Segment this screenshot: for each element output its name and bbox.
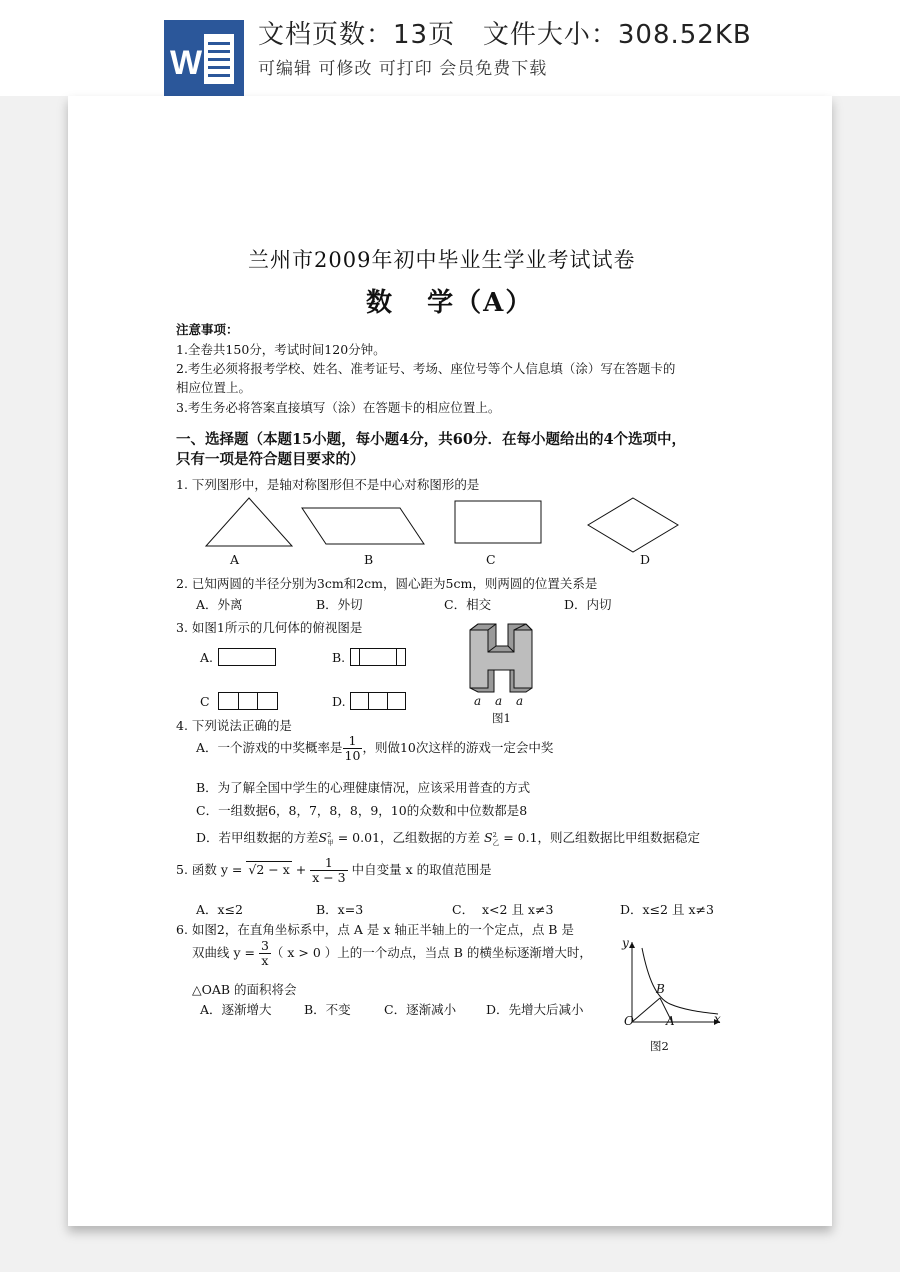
question-1: 1. 下列图形中，是轴对称图形但不是中心对称图形的是 xyxy=(176,477,480,492)
q1-label-c: C xyxy=(486,552,496,567)
q6-option-b: B．不变 xyxy=(304,1002,351,1017)
q2-option-b: B．外切 xyxy=(316,597,363,612)
notes-heading: 注意事项： xyxy=(176,322,239,337)
q6-option-d: D．先增大后减小 xyxy=(486,1002,584,1017)
q2-option-c: C．相交 xyxy=(444,597,492,612)
document-stats: 文档页数：13页 文件大小：308.52KB xyxy=(258,20,752,50)
question-4: 4. 下列说法正确的是 xyxy=(176,718,292,733)
q3-label-d: D. xyxy=(332,694,346,709)
q5-option-b: B．x=3 xyxy=(316,902,364,917)
q4-option-d: D．若甲组数据的方差S 2 甲 = 0.01，乙组数据的方差 S 2 乙 = 0.1，则乙组数据比甲组数据稳定 xyxy=(196,830,701,847)
q5-option-a: A．x≤2 xyxy=(196,902,244,917)
q6-option-a: A．逐渐增大 xyxy=(200,1002,272,1017)
q3-label-c: C xyxy=(200,694,210,709)
figure-2-x-label: x xyxy=(714,1012,721,1026)
question-3: 3. 如图1所示的几何体的俯视图是 xyxy=(176,620,363,635)
q1-label-a: A xyxy=(230,552,240,567)
triangle-figure xyxy=(204,496,294,548)
rectangle-figure xyxy=(454,500,544,546)
figure-2-point-b-label: B xyxy=(656,982,665,996)
figure-1-caption: 图1 xyxy=(492,711,511,725)
document-page xyxy=(68,96,832,1226)
note-3: 3.考生务必将答案直接填写（涂）在答题卡的相应位置上。 xyxy=(176,400,501,415)
topview-option-a xyxy=(218,648,276,666)
topview-option-c xyxy=(218,692,278,710)
exam-title: 兰州市2009年初中毕业生学业考试试卷 xyxy=(248,248,636,272)
q4-option-b: B．为了解全国中学生的心理健康情况，应该采用普查的方式 xyxy=(196,780,531,795)
question-6-line-3: △OAB 的面积将会 xyxy=(192,982,297,997)
topview-option-d xyxy=(350,692,406,710)
note-2-cont: 相应位置上。 xyxy=(176,380,252,395)
figure-1-dim-a2: a xyxy=(495,694,503,708)
figure-1-h-solid xyxy=(466,622,538,696)
figure-2-point-a-label: A xyxy=(666,1014,675,1028)
rhombus-figure xyxy=(586,496,680,554)
q1-label-d: D xyxy=(640,552,651,567)
fraction-3-over-x: $\frac{3}{x}$ xyxy=(260,938,269,968)
q2-option-d: D．内切 xyxy=(564,597,612,612)
figure-2-caption: 图2 xyxy=(650,1039,669,1053)
q5-option-c: C． x<2 且 x≠3 xyxy=(452,902,554,917)
q4-option-c: C．一组数据6，8，7，8，8，9，10的众数和中位数都是8 xyxy=(196,803,528,818)
question-5: 5. 函数 y = √2 − x + $\frac{1}{x - 3}$ 中自变量 x 的取值范围是 xyxy=(176,855,492,885)
note-1: 1.全卷共150分，考试时间120分钟。 xyxy=(176,342,386,357)
section-1-heading: 一、选择题（本题15小题，每小题4分，共60分．在每小题给出的4个选项中， xyxy=(176,431,687,448)
fraction-1-over-x-3: $\frac{1}{x - 3}$ xyxy=(312,855,346,885)
figure-2-origin-label: O xyxy=(624,1014,634,1028)
q1-label-b: B xyxy=(364,552,374,567)
q4-option-a: A．一个游戏的中奖概率是 $\frac{1}{10}$ ，则做10次这样的游戏一定会中奖 xyxy=(196,733,554,763)
document-features: 可编辑 可修改 可打印 会员免费下载 xyxy=(258,59,548,79)
q2-option-a: A．外离 xyxy=(196,597,243,612)
file-info-header xyxy=(0,0,900,96)
note-2: 2.考生必须将报考学校、姓名、准考证号、考场、座位号等个人信息填（涂）写在答题卡的 xyxy=(176,361,676,376)
word-document-icon xyxy=(164,20,244,96)
q3-label-b: B. xyxy=(332,650,346,665)
fraction-1-10: $\frac{1}{10}$ xyxy=(344,733,361,763)
figure-1-dim-a3: a xyxy=(516,694,524,708)
question-2: 2. 已知两圆的半径分别为3cm和2cm，圆心距为5cm，则两圆的位置关系是 xyxy=(176,576,598,591)
figure-1-dim-a1: a xyxy=(474,694,482,708)
section-1-heading-cont: 只有一项是符合题目要求的） xyxy=(176,451,365,468)
q3-label-a: A. xyxy=(200,650,214,665)
word-icon-letter: W xyxy=(170,44,203,82)
exam-subject: 数 学（A） xyxy=(366,288,534,318)
question-6-line-2: 双曲线 y = $\frac{3}{x}$ （ x > 0 ）上的一个动点，当点 B 的横坐标逐渐增大时， xyxy=(192,938,592,968)
question-6: 6. 如图2，在直角坐标系中，点 A 是 x 轴正半轴上的一个定点，点 B 是 xyxy=(176,922,574,937)
q6-option-c: C．逐渐减小 xyxy=(384,1002,457,1017)
topview-option-b xyxy=(350,648,406,666)
figure-2-y-label: y xyxy=(622,936,629,950)
q5-option-d: D．x≤2 且 x≠3 xyxy=(620,902,714,917)
parallelogram-figure xyxy=(300,506,426,546)
sqrt-expression: √2 − x xyxy=(248,861,290,877)
